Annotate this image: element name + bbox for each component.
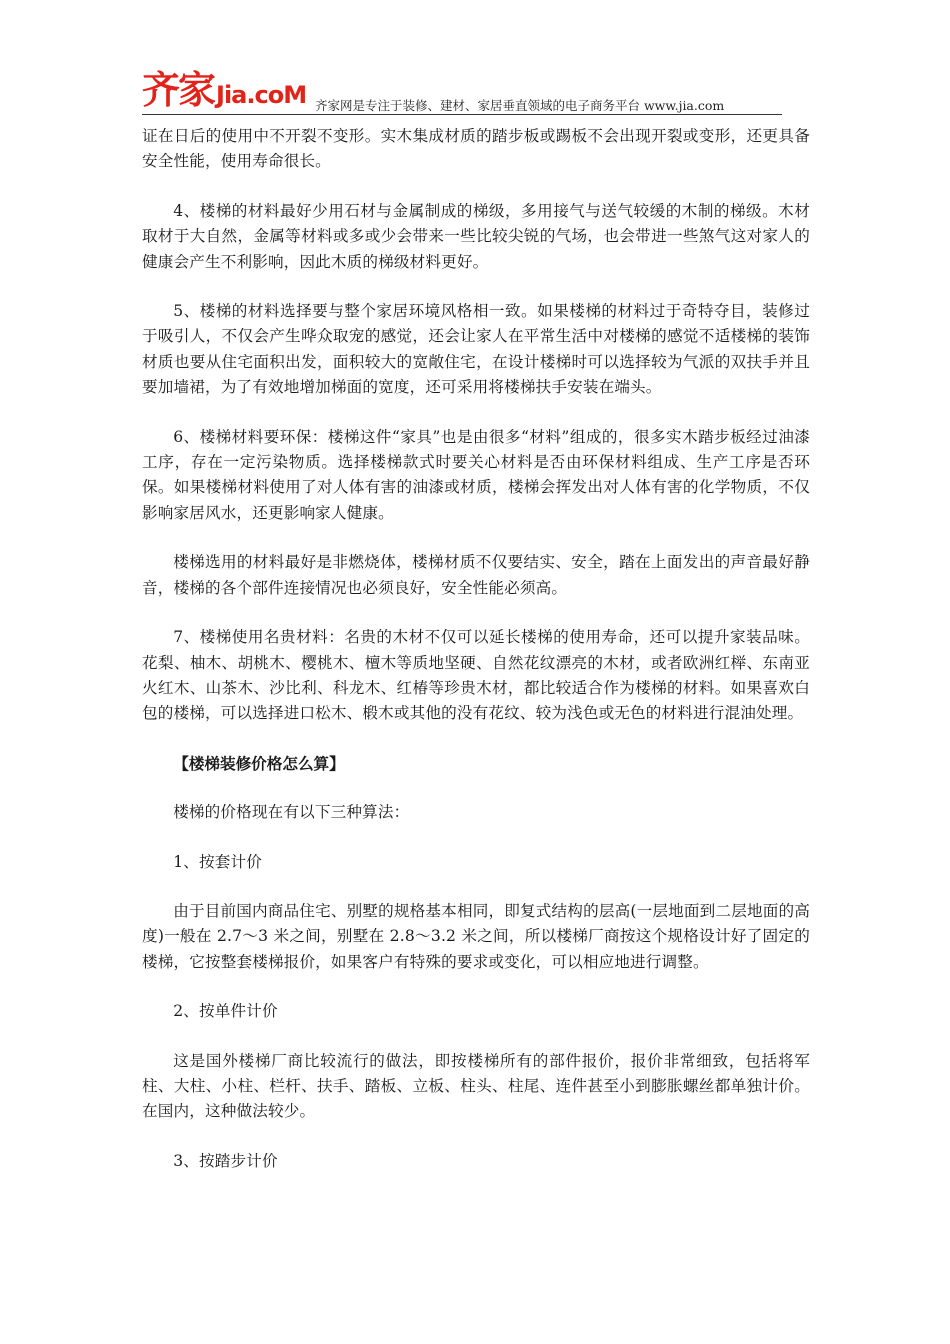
paragraph: 7、楼梯使用名贵材料：名贵的木材不仅可以延长楼梯的使用寿命，还可以提升家装品味。花梨、柚木、胡桃木、樱桃木、檀木等质地坚硬、自然花纹漂亮的木材，或者欧洲红榉、东南亚火红木、山茶木、沙比利、科龙木、红椿等珍贵木材，都比较适合作为楼梯的材料。如果喜欢白包的楼梯，可以选择进口松木、椴木或其他的没有花纹、较为浅色或无色的材料进行混油处理。 [142, 628, 810, 723]
paragraph: 4、楼梯的材料最好少用石材与金属制成的梯级，多用接气与送气较缓的木制的梯级。木材取材于大自然，金属等材料或多或少会带来一些比较尖锐的气场，也会带进一些煞气这对家人的健康会产生不利影响，因此木质的梯级材料更好。 [142, 201, 810, 271]
jia-logo[interactable] [142, 68, 306, 112]
method-title: 2、按单件计价 [173, 1002, 278, 1021]
method-title: 3、按踏步计价 [173, 1151, 278, 1170]
paragraph: 楼梯选用的材料最好是非燃烧体，楼梯材质不仅要结实、安全，踏在上面发出的声音最好静音，楼梯的各个部件连接情况也必须良好，安全性能必须高。 [142, 553, 810, 597]
method-description: 由于目前国内商品住宅、别墅的规格基本相同，即复式结构的层高(一层地面到二层地面的高度)一般在 2.7～3 米之间，别墅在 2.8～3.2 米之间，所以楼梯厂商按这个规格设计好了固定的楼梯，它按整套楼梯报价，如果客户有特殊的要求或变化，可以相应地进行调整。 [142, 901, 810, 971]
paragraph: 5、楼梯的材料选择要与整个家居环境风格相一致。如果楼梯的材料过于奇特夺目，装修过于吸引人，不仅会产生哗众取宠的感觉，还会让家人在平常生活中对楼梯的感觉不适楼梯的装饰材质也要从住宅面积出发，面积较大的宽敞住宅，在设计楼梯时可以选择较为气派的双扶手并且要加墙裙，为了有效地增加梯面的宽度，还可采用将楼梯扶手安装在端头。 [142, 302, 810, 397]
paragraph: 6、楼梯材料要环保：楼梯这件“家具”也是由很多“材料”组成的，很多实木踏步板经过油漆工序，存在一定污染物质。选择楼梯款式时要关心材料是否由环保材料组成、生产工序是否环保。如果楼梯材料使用了对人体有害的油漆或材质，楼梯会挥发出对人体有害的化学物质，不仅影响家居风水，还更影响家人健康。 [142, 427, 810, 522]
section-heading: 【楼梯装修价格怎么算】 [173, 753, 345, 773]
header-divider [142, 114, 782, 115]
paragraph: 证在日后的使用中不开裂不变形。实木集成材质的踏步板或踢板不会出现开裂或变形，还更具备安全性能，使用寿命很长。 [142, 127, 810, 171]
logo-chinese-text: 齐家 [142, 68, 215, 112]
method-title: 1、按套计价 [173, 852, 262, 871]
header-tagline: 齐家网是专注于装修、建材、家居垂直领域的电子商务平台 www.jia.com [315, 98, 725, 113]
method-description: 这是国外楼梯厂商比较流行的做法，即按楼梯所有的部件报价，报价非常细致，包括将军柱、大柱、小柱、栏杆、扶手、踏板、立板、柱头、柱尾、连件甚至小到膨胀螺丝都单独计价。在国内，这种做法较少。 [142, 1051, 810, 1121]
document-body [142, 124, 810, 1198]
intro-text: 楼梯的价格现在有以下三种算法： [173, 803, 410, 822]
page-header [142, 64, 782, 116]
logo-english-text: Jia.coM [216, 81, 307, 109]
